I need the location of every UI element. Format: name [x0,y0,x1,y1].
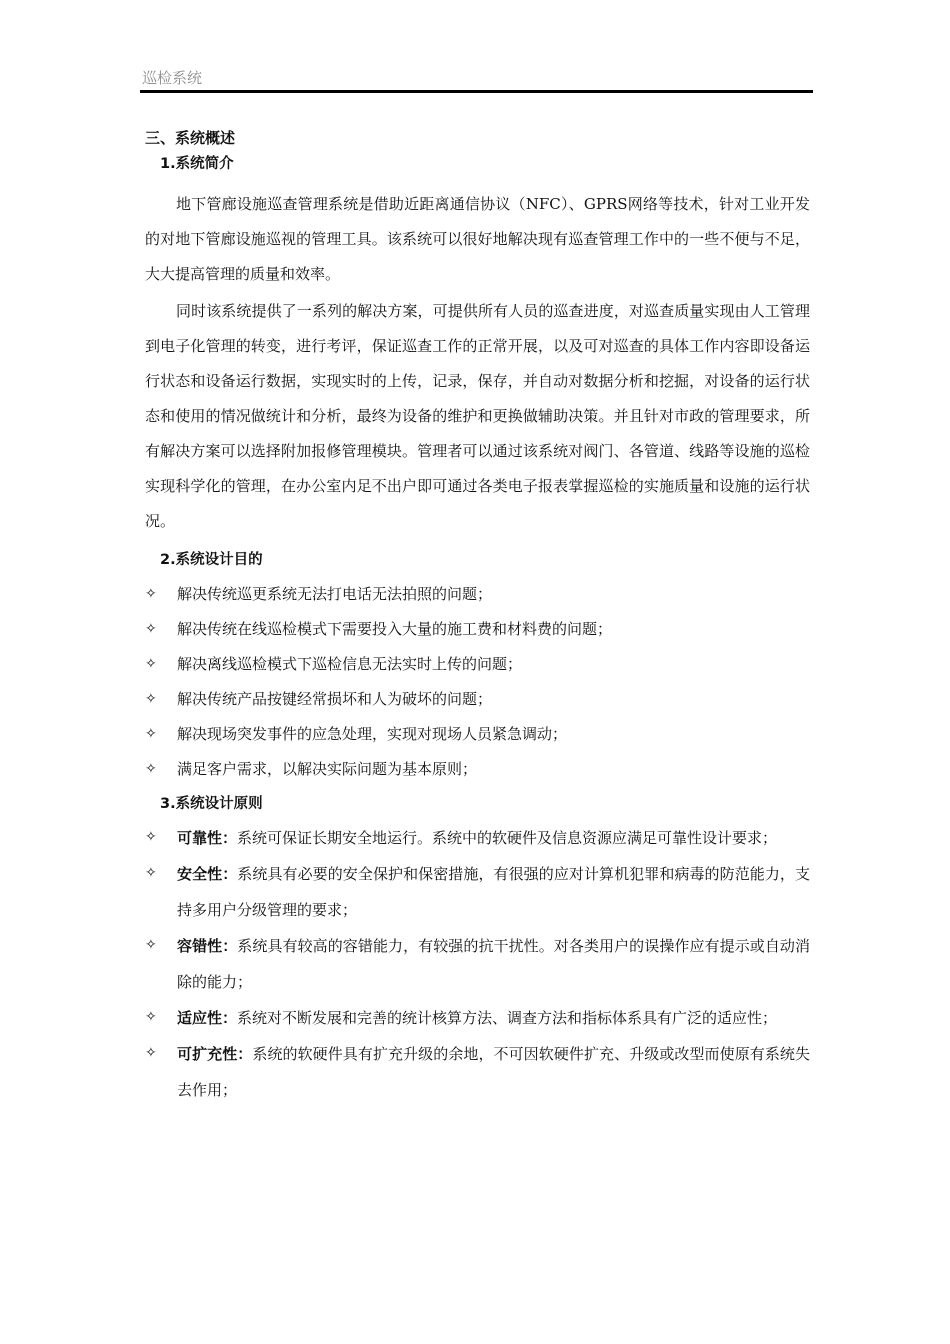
principle-name: 安全性： [177,865,238,883]
goals-list [145,577,810,787]
list-item [145,1000,810,1036]
intro-paragraph-2: 同时该系统提供了一系列的解决方案，可提供所有人员的巡查进度，对巡查质量实现由人工管理到电子化管理的转变，进行考评，保证巡查工作的正常开展，以及可对巡查的具体工作内容即设备运行状态和设备运行数据，实现实时的上传，记录，保存，并自动对数据分析和挖掘，对设备的运行状态和使用的情况做统计和分析，最终为设备的维护和更换做辅助决策。并且针对市政的管理要求，所有解决方案可以选择附加报修管理模块。管理者可以通过该系统对阀门、各管道、线路等设施的巡检实现科学化的管理，在办公室内足不出户即可通过各类电子报表掌握巡检的实施质量和设施的运行状况。 [145,302,810,530]
diamond-bullet-icon: ✧ [145,726,157,742]
goal-text: 解决传统巡更系统无法打电话无法拍照的问题； [177,585,493,603]
principle-text: 系统具有必要的安全保护和保密措施，有很强的应对计算机犯罪和病毒的防范能力，支持多用户分级管理的要求； [177,865,810,919]
diamond-bullet-icon: ✧ [145,656,157,672]
goals-heading: 2.系统设计目的 [160,552,263,568]
diamond-bullet-icon: ✧ [145,691,157,707]
principle-text: 系统具有较高的容错能力，有较强的抗干扰性。对各类用户的误操作应有提示或自动消除的能力； [177,937,810,991]
diamond-bullet-icon: ✧ [145,621,157,637]
diamond-bullet-icon: ✧ [145,761,157,777]
header-rule [140,90,813,93]
principle-name: 适应性： [177,1009,238,1027]
diamond-bullet-icon: ✧ [145,865,157,881]
goal-text: 解决传统在线巡检模式下需要投入大量的施工费和材料费的问题； [177,620,613,638]
header-title: 巡检系统 [142,69,203,87]
diamond-bullet-icon: ✧ [145,586,157,602]
intro-paragraph-1: 地下管廊设施巡查管理系统是借助近距离通信协议（NFC）、GPRS网络等技术，针对工业开发的对地下管廊设施巡视的管理工具。该系统可以很好地解决现有巡查管理工作中的一些不便与不足，大大提高管理的质量和效率。 [145,195,810,283]
list-item [145,682,810,717]
list-item [145,647,810,682]
principle-name: 可扩充性： [177,1045,253,1063]
goal-text: 解决离线巡检模式下巡检信息无法实时上传的问题； [177,655,523,673]
goal-text: 满足客户需求，以解决实际问题为基本原则； [177,760,478,778]
section-title: 三、系统概述 [145,129,236,147]
principles-list [145,820,810,1108]
diamond-bullet-icon: ✧ [145,1009,157,1025]
list-item [145,856,810,928]
page-header [140,66,813,94]
principle-text: 系统对不断发展和完善的统计核算方法、调查方法和指标体系具有广泛的适应性； [237,1009,778,1027]
list-item [145,820,810,856]
intro-heading: 1.系统简介 [160,156,234,172]
goal-text: 解决现场突发事件的应急处理，实现对现场人员紧急调动； [177,725,568,743]
diamond-bullet-icon: ✧ [145,1045,157,1061]
list-item [145,612,810,647]
principles-heading: 3.系统设计原则 [160,796,263,812]
principle-name: 可靠性： [177,829,238,847]
list-item [145,752,810,787]
goal-text: 解决传统产品按键经常损坏和人为破坏的问题； [177,690,493,708]
list-item [145,717,810,752]
list-item [145,577,810,612]
document-body [145,125,810,1108]
diamond-bullet-icon: ✧ [145,937,157,953]
list-item [145,1036,810,1108]
list-item [145,928,810,1000]
principle-text: 系统的软硬件具有扩充升级的余地，不可因软硬件扩充、升级或改型而使原有系统失去作用； [177,1045,810,1099]
principle-text: 系统可保证长期安全地运行。系统中的软硬件及信息资源应满足可靠性设计要求； [237,829,778,847]
diamond-bullet-icon: ✧ [145,829,157,845]
principle-name: 容错性： [177,937,238,955]
